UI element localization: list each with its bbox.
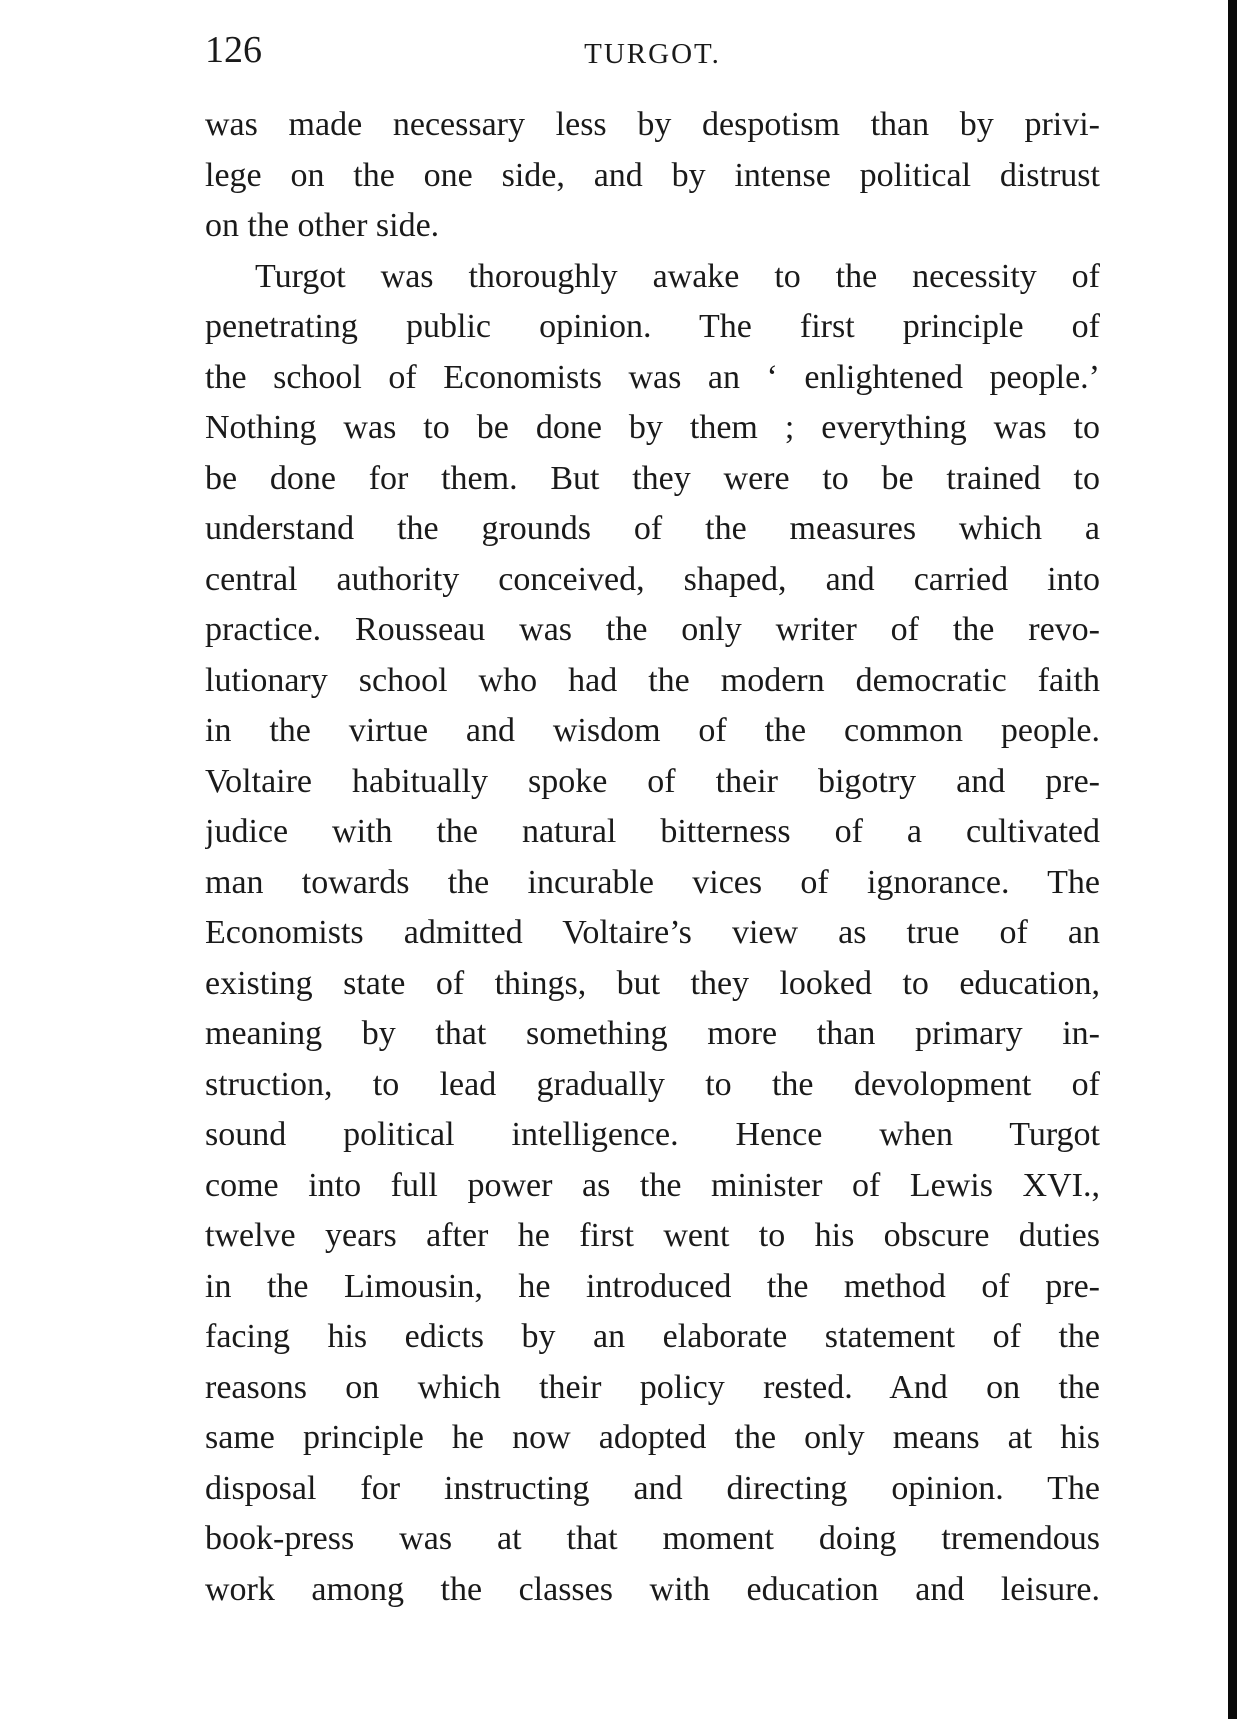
text-line: be done for them. But they were to be trained to [205, 459, 1100, 497]
text-line: come into full power as the minister of Lewis XVI., [205, 1166, 1100, 1204]
text-line: Voltaire habitually spoke of their bigotry and pre- [205, 762, 1100, 800]
text-line: struction, to lead gradually to the devolopment of [205, 1065, 1100, 1103]
paragraph-2 [205, 252, 1100, 1616]
text-line: the school of Economists was an ‘ enlightened people.’ [205, 358, 1100, 396]
text-line: disposal for instructing and directing opinion. The [205, 1469, 1100, 1507]
page-number: 126 [205, 29, 262, 71]
text-line: central authority conceived, shaped, and carried into [205, 560, 1100, 598]
text-line: penetrating public opinion. The first principle of [205, 308, 1100, 345]
running-title: TURGOT. [584, 38, 721, 70]
text-line: understand the grounds of the measures which a [205, 510, 1100, 547]
text-line: in the virtue and wisdom of the common people. [205, 712, 1100, 749]
text-line: existing state of things, but they looked to education, [205, 964, 1100, 1002]
text-line: facing his edicts by an elaborate statement of the [205, 1318, 1100, 1355]
text-line: same principle he now adopted the only means at his [205, 1419, 1100, 1456]
binding-edge [1228, 0, 1237, 1719]
text-line: book-press was at that moment doing tremendous [205, 1520, 1100, 1557]
text-line: work among the classes with education and leisure. [205, 1570, 1100, 1608]
text-line: on the other side. [205, 207, 440, 244]
text-line: practice. Rousseau was the only writer of the revo- [205, 611, 1100, 648]
text-line: in the Limousin, he introduced the method of pre- [205, 1267, 1100, 1305]
text-line: man towards the incurable vices of ignorance. The [205, 863, 1100, 901]
text-line: was made necessary less by despotism than by privi- [205, 106, 1100, 143]
running-head [205, 22, 1100, 78]
text-line: Nothing was to be done by them ; everything was to [205, 409, 1100, 446]
text-line: Economists admitted Voltaire’s view as true of an [205, 914, 1100, 951]
text-line: lutionary school who had the modern democratic faith [205, 661, 1100, 699]
text-line: meaning by that something more than primary in- [205, 1015, 1100, 1052]
text-line: sound political intelligence. Hence when Turgot [205, 1116, 1100, 1153]
text-line: Turgot was thoroughly awake to the necessity of [255, 257, 1100, 295]
text-line: twelve years after he first went to his obscure duties [205, 1217, 1100, 1254]
text-line: judice with the natural bitterness of a cultivated [205, 813, 1100, 850]
body-text [205, 100, 1100, 1615]
text-line: reasons on which their policy rested. And on the [205, 1368, 1100, 1406]
text-line: lege on the one side, and by intense political distrust [205, 156, 1100, 194]
paragraph-1 [205, 100, 1100, 252]
